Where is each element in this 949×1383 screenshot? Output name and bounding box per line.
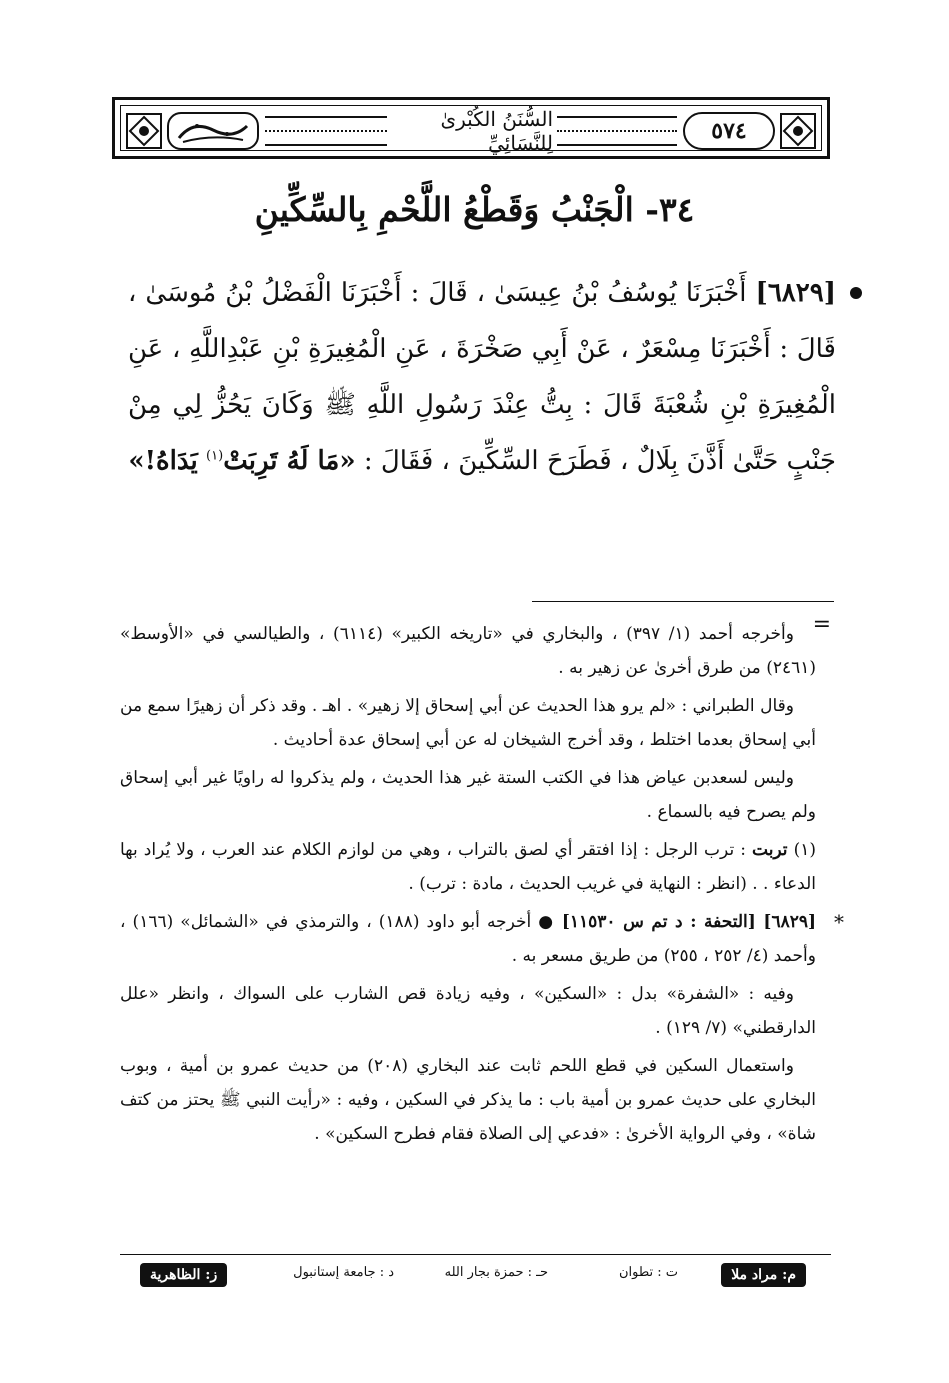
manuscript-legend xyxy=(140,1263,814,1289)
takhrij-bullet-icon: ● xyxy=(538,912,555,932)
footer-divider xyxy=(120,1254,831,1255)
bullet-icon xyxy=(850,287,862,299)
footnote-1-term: تربت xyxy=(752,840,788,860)
hadith-narration: أَخْبَرَنَا يُوسُفُ بْنُ عِيسَىٰ ، قَالَ : أَخْبَرَنَا الْفَضْلُ بْنُ مُوسَىٰ ، قَالَ : أَخْبَرَنَا مِسْعَرٌ ، عَنْ أَبِي صَخْرَةَ ، عَنِ الْمُغِيرَةِ بْنِ عَبْدِاللَّهِ ، عَنِ الْمُغِيرَةِ بْنِ شُعْبَةَ قَالَ : بِتُّ عِنْدَ رَسُولِ اللَّهِ ﷺ وَكَانَ يَحُزُّ لِي مِنْ جَنْبٍ حَتَّىٰ أَذَّنَ بِلَالٌ ، فَطَرَحَ السِّكِّينَ ، فَقَالَ : xyxy=(128,278,836,476)
takhrij-head: [٦٨٢٩] [التحفة : د تم س ١١٥٣٠] xyxy=(561,912,817,932)
footnote-divider xyxy=(532,601,834,602)
manuscript-label-tetouan: ت : تطوان xyxy=(618,1265,678,1280)
ornament-icon xyxy=(125,112,163,150)
header-ornament-strip xyxy=(265,116,387,146)
footnote-paragraph: واستعمال السكين في قطع اللحم ثابت عند البخاري (٢٠٨) من حديث عمرو بن أمية ، وبوب البخاري على حديث عمرو بن أمية باب : ما يذكر في السكين ، وفيه : «رأيت النبي ﷺ يحتز من كتف شاة» ، وفي الرواية الأخرىٰ : «فدعي إلى الصلاة فقام فطرح السكين» . xyxy=(120,1056,816,1144)
footnote-1-text: : ترب الرجل : إذا افتقر أي لصق بالتراب ، وهي من لوازم الكلام عند العرب ، ولا يُراد بها الدعاء . . (انظر : النهاية في غريب الحديث ، مادة : ترب) . xyxy=(120,840,816,894)
footnotes xyxy=(120,617,844,1155)
footnote-paragraph: وقال الطبراني : «لم يرو هذا الحديث عن أبي إسحاق إلا زهير» . اهـ . وقد ذكر أن زهيرًا سمع من أبي إسحاق بعدما اختلط ، وقد أخرج الشيخان له عن أبي إسحاق عدة أحاديث . xyxy=(120,696,816,750)
footnote-paragraph: وفيه : «الشفرة» بدل : «السكين» ، وفيه زيادة قص الشارب على السواك ، وانظر «علل الدارقطني» (٧/ ١٢٩) . xyxy=(120,984,816,1038)
page-number: ٥٧٤ xyxy=(683,112,775,150)
footnote-ref: (١) xyxy=(206,448,224,464)
manuscript-label-hamza: حـ : حمزة بجار الله xyxy=(444,1265,548,1280)
takhrij-paragraph xyxy=(120,905,844,973)
takhrij-text: أخرجه أبو داود (١٨٨) ، والترمذي في «الشمائل» (١٦٦) ، وأحمد (٤/ ٢٥٢ ، ٢٥٥) من طريق مسعر به . xyxy=(120,912,816,966)
hadith-quote-start: «مَا لَهُ تَرِبَتْ xyxy=(223,446,356,476)
manuscript-tag-zahiriyya: ز: الظاهرية xyxy=(140,1263,227,1287)
book-logo xyxy=(167,112,259,150)
hadith-quote-end: يَدَاهُ!» xyxy=(128,446,198,476)
footnote-1-number: (١) xyxy=(793,840,817,860)
manuscript-tag-murad-mulla: م: مراد ملا xyxy=(721,1263,806,1287)
calligraphy-logo-icon xyxy=(173,116,253,146)
footnote-paragraph: وأخرجه أحمد (١/ ٣٩٧) ، والبخاري في «تاريخه الكبير» (٦١١٤) ، والطيالسي في «الأوسط» (٢٤٦١) من طرق أخرىٰ عن زهير به . xyxy=(120,624,816,678)
chapter-title: ٣٤- الْجَنْبُ وَقَطْعُ اللَّحْمِ بِالسِّكِّينِ xyxy=(254,190,695,229)
manuscript-label-istanbul: د : جامعة إستانبول xyxy=(293,1265,394,1280)
footnote-1 xyxy=(120,833,816,901)
ornament-icon xyxy=(779,112,817,150)
book-title: السُّنَنُ الكُبْرىٰ لِلنَّسَائِيِّ xyxy=(393,112,553,150)
footnote-paragraph: وليس لسعدبن عياض هذا في الكتب الستة غير هذا الحديث ، ولم يذكروا له راويًا غير أبي إسحاق ولم يصرح فيه بالسماع . xyxy=(120,768,816,822)
header-ornament-strip xyxy=(557,116,677,146)
header-frame xyxy=(120,105,822,155)
hadith-text xyxy=(128,265,836,489)
hadith-number: [٦٨٢٩] xyxy=(755,278,837,308)
star-mark: * xyxy=(834,910,844,934)
continuation-mark: = xyxy=(812,612,831,637)
page-header xyxy=(112,97,830,159)
